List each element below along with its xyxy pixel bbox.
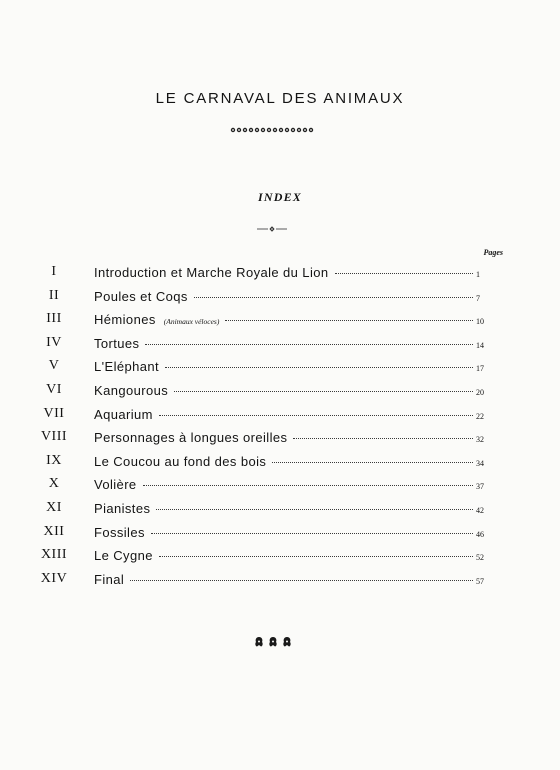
toc-number: XIII (40, 547, 68, 563)
decorative-ornament-row-icon (230, 126, 314, 134)
toc-entry (94, 451, 494, 473)
pages-column-label: Pages (483, 248, 503, 257)
toc-row (0, 404, 560, 428)
toc-entry (94, 498, 494, 520)
toc-title: Final (94, 571, 125, 587)
toc-title: Hémiones (94, 312, 156, 328)
floral-divider-icon (256, 225, 288, 233)
toc-page-number: 32 (476, 435, 484, 445)
toc-entry (94, 427, 494, 449)
toc-leader-dots (151, 533, 473, 534)
toc-row (0, 451, 560, 475)
toc-number: III (46, 311, 62, 327)
toc-title: Volière (94, 477, 137, 493)
toc-page-number: 42 (476, 505, 484, 515)
three-fleurons-icon (253, 636, 293, 648)
toc-row (0, 545, 560, 569)
toc-number: I (51, 264, 57, 279)
toc-number: XI (46, 499, 62, 515)
toc-title: Personnages à longues oreilles (94, 430, 288, 446)
toc-row (0, 569, 560, 593)
page-title: LE CARNAVAL DES ANIMAUX (155, 90, 405, 107)
toc-number: V (48, 358, 60, 374)
toc-row (0, 356, 560, 380)
toc-number: IX (46, 452, 62, 468)
toc-title: L'Eléphant (94, 359, 160, 375)
toc-entry (94, 286, 494, 308)
toc-leader-dots (156, 509, 473, 510)
toc-page-number: 57 (476, 576, 484, 586)
toc-page-number: 37 (476, 482, 484, 492)
toc-entry (94, 545, 494, 567)
toc-leader-dots (145, 344, 473, 345)
toc-number: VIII (40, 429, 68, 445)
toc-entry (94, 474, 494, 496)
toc-row (0, 333, 560, 357)
toc-leader-dots (174, 391, 473, 392)
toc-number: XII (43, 523, 65, 539)
toc-number: II (48, 287, 60, 303)
toc-page-number: 1 (476, 270, 480, 279)
toc-entry (94, 309, 494, 331)
toc-number: X (48, 476, 60, 492)
toc-title: Kangourous (94, 382, 169, 398)
toc-title: Poules et Coqs (94, 288, 188, 304)
toc-row (0, 309, 560, 333)
table-of-contents (0, 262, 560, 592)
toc-number: VII (43, 405, 65, 421)
toc-leader-dots (143, 485, 473, 486)
toc-leader-dots (165, 367, 473, 368)
toc-page-number: 34 (476, 458, 484, 468)
toc-row (0, 474, 560, 498)
toc-page-number: 10 (476, 317, 484, 327)
toc-entry (94, 522, 494, 544)
toc-entry (94, 569, 494, 591)
toc-page-number: 7 (476, 293, 480, 303)
toc-page-number: 14 (476, 340, 484, 350)
toc-page-number: 20 (476, 387, 484, 397)
toc-title: Aquarium (94, 406, 153, 422)
toc-row (0, 522, 560, 546)
toc-leader-dots (159, 556, 473, 557)
toc-leader-dots (159, 415, 473, 416)
toc-page-number: 52 (476, 553, 484, 563)
toc-entry (94, 356, 494, 378)
toc-row (0, 427, 560, 451)
toc-number: IV (46, 334, 62, 350)
toc-title: Pianistes (94, 500, 151, 516)
toc-number: XIV (40, 570, 68, 586)
toc-title: Le Cygne (94, 548, 153, 564)
toc-leader-dots (272, 462, 473, 463)
toc-leader-dots (130, 580, 473, 581)
toc-title: Le Coucou au fond des bois (94, 453, 267, 469)
toc-page-number: 22 (476, 411, 484, 421)
toc-subtitle: (Animaux véloces) (163, 317, 220, 327)
toc-row (0, 286, 560, 310)
toc-entry (94, 404, 494, 426)
toc-leader-dots (194, 297, 473, 298)
toc-leader-dots (335, 273, 474, 274)
toc-leader-dots (225, 320, 473, 321)
toc-number: VI (46, 381, 62, 397)
toc-entry (94, 262, 494, 284)
toc-title: Tortues (94, 335, 140, 351)
toc-row (0, 262, 560, 286)
toc-title: Fossiles (94, 524, 145, 540)
toc-title: Introduction et Marche Royale du Lion (94, 265, 329, 280)
toc-leader-dots (293, 438, 473, 439)
index-heading: INDEX (257, 190, 302, 204)
toc-entry (94, 380, 494, 402)
toc-page-number: 46 (476, 529, 484, 539)
toc-row (0, 380, 560, 404)
toc-row (0, 498, 560, 522)
toc-entry (94, 333, 494, 355)
toc-page-number: 17 (476, 364, 484, 374)
